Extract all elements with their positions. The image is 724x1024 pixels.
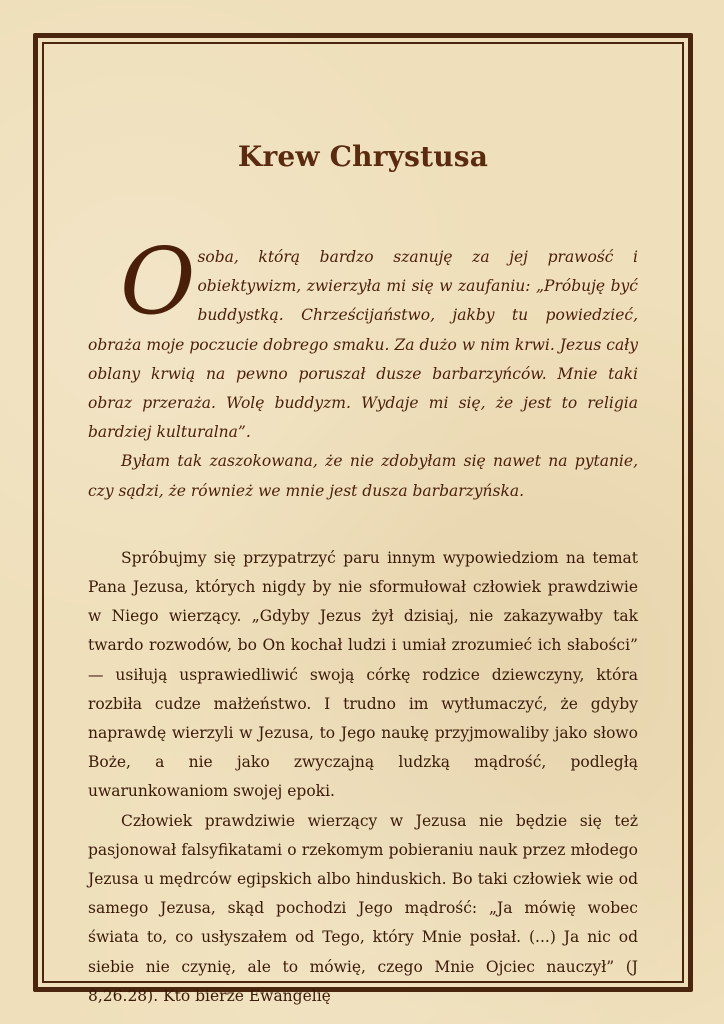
body-paragraph-2: Człowiek prawdziwie wierzący w Jezusa nie będzie się też pasjonował falsyfikatami o rzekomym pobieraniu nauk przez młodego Jezusa u mędrców egipskich albo hinduskich. Bo taki człowiek wie od samego Jezusa, skąd pochodzi Jego mądrość: „Ja mówię wobec świata to, co usłyszałem od Tego, który Mnie posłał. (...) Ja nic od siebie nie czynię, ale to mówię, czego Mnie Ojciec nauczył” (J 8,26.28). Kto bierze Ewangelię [88,811,638,1005]
intro-paragraph-1-text: soba, którą bardzo szanuję za jej prawość i obiektywizm, zwierzyła mi się w zaufaniu: „Próbuję być buddystką. Chrześcijaństwo, jakby tu powiedzieć, obraża moje poczucie dobrego smaku. Za dużo w nim krwi. Jezus cały oblany krwią na pewno poruszał dusze barbarzyńców. Mnie taki obraz przeraża. Wolę buddyzm. Wydaje mi się, że jest to religia bardziej kulturalna”. [88,248,638,442]
intro-paragraph-2: Byłam tak zaszokowana, że nie zdobyłam się nawet na pytanie, czy sądzi, że również we mnie jest dusza barbarzyńska. [88,452,638,500]
document-content [88,140,638,1011]
intro-paragraph-1 [88,228,638,447]
body-section [88,544,638,1011]
document-title: Krew Chrystusa [237,140,489,173]
drop-cap-letter: O [120,228,196,335]
body-paragraph-1: Spróbujmy się przypatrzyć paru innym wypowiedziom na temat Pana Jezusa, których nigdy by nie sformułował człowiek prawdziwie w Niego wierzący. „Gdyby Jezus żył dzisiaj, nie zakazywałby tak twardo rozwodów, bo On kochał ludzi i umiał zrozumieć ich słabości” — usiłują usprawiedliwić swoją córkę rodzice dziewczyny, która rozbiła cudze małżeństwo. I trudno im wytłumaczyć, że gdyby naprawdę wierzyli w Jezusa, to Jego naukę przyjmowaliby jako słowo Boże, a nie jako zwyczajną ludzką mądrość, podległą uwarunkowaniom swojej epoki. [88,548,638,801]
intro-section [88,228,638,506]
